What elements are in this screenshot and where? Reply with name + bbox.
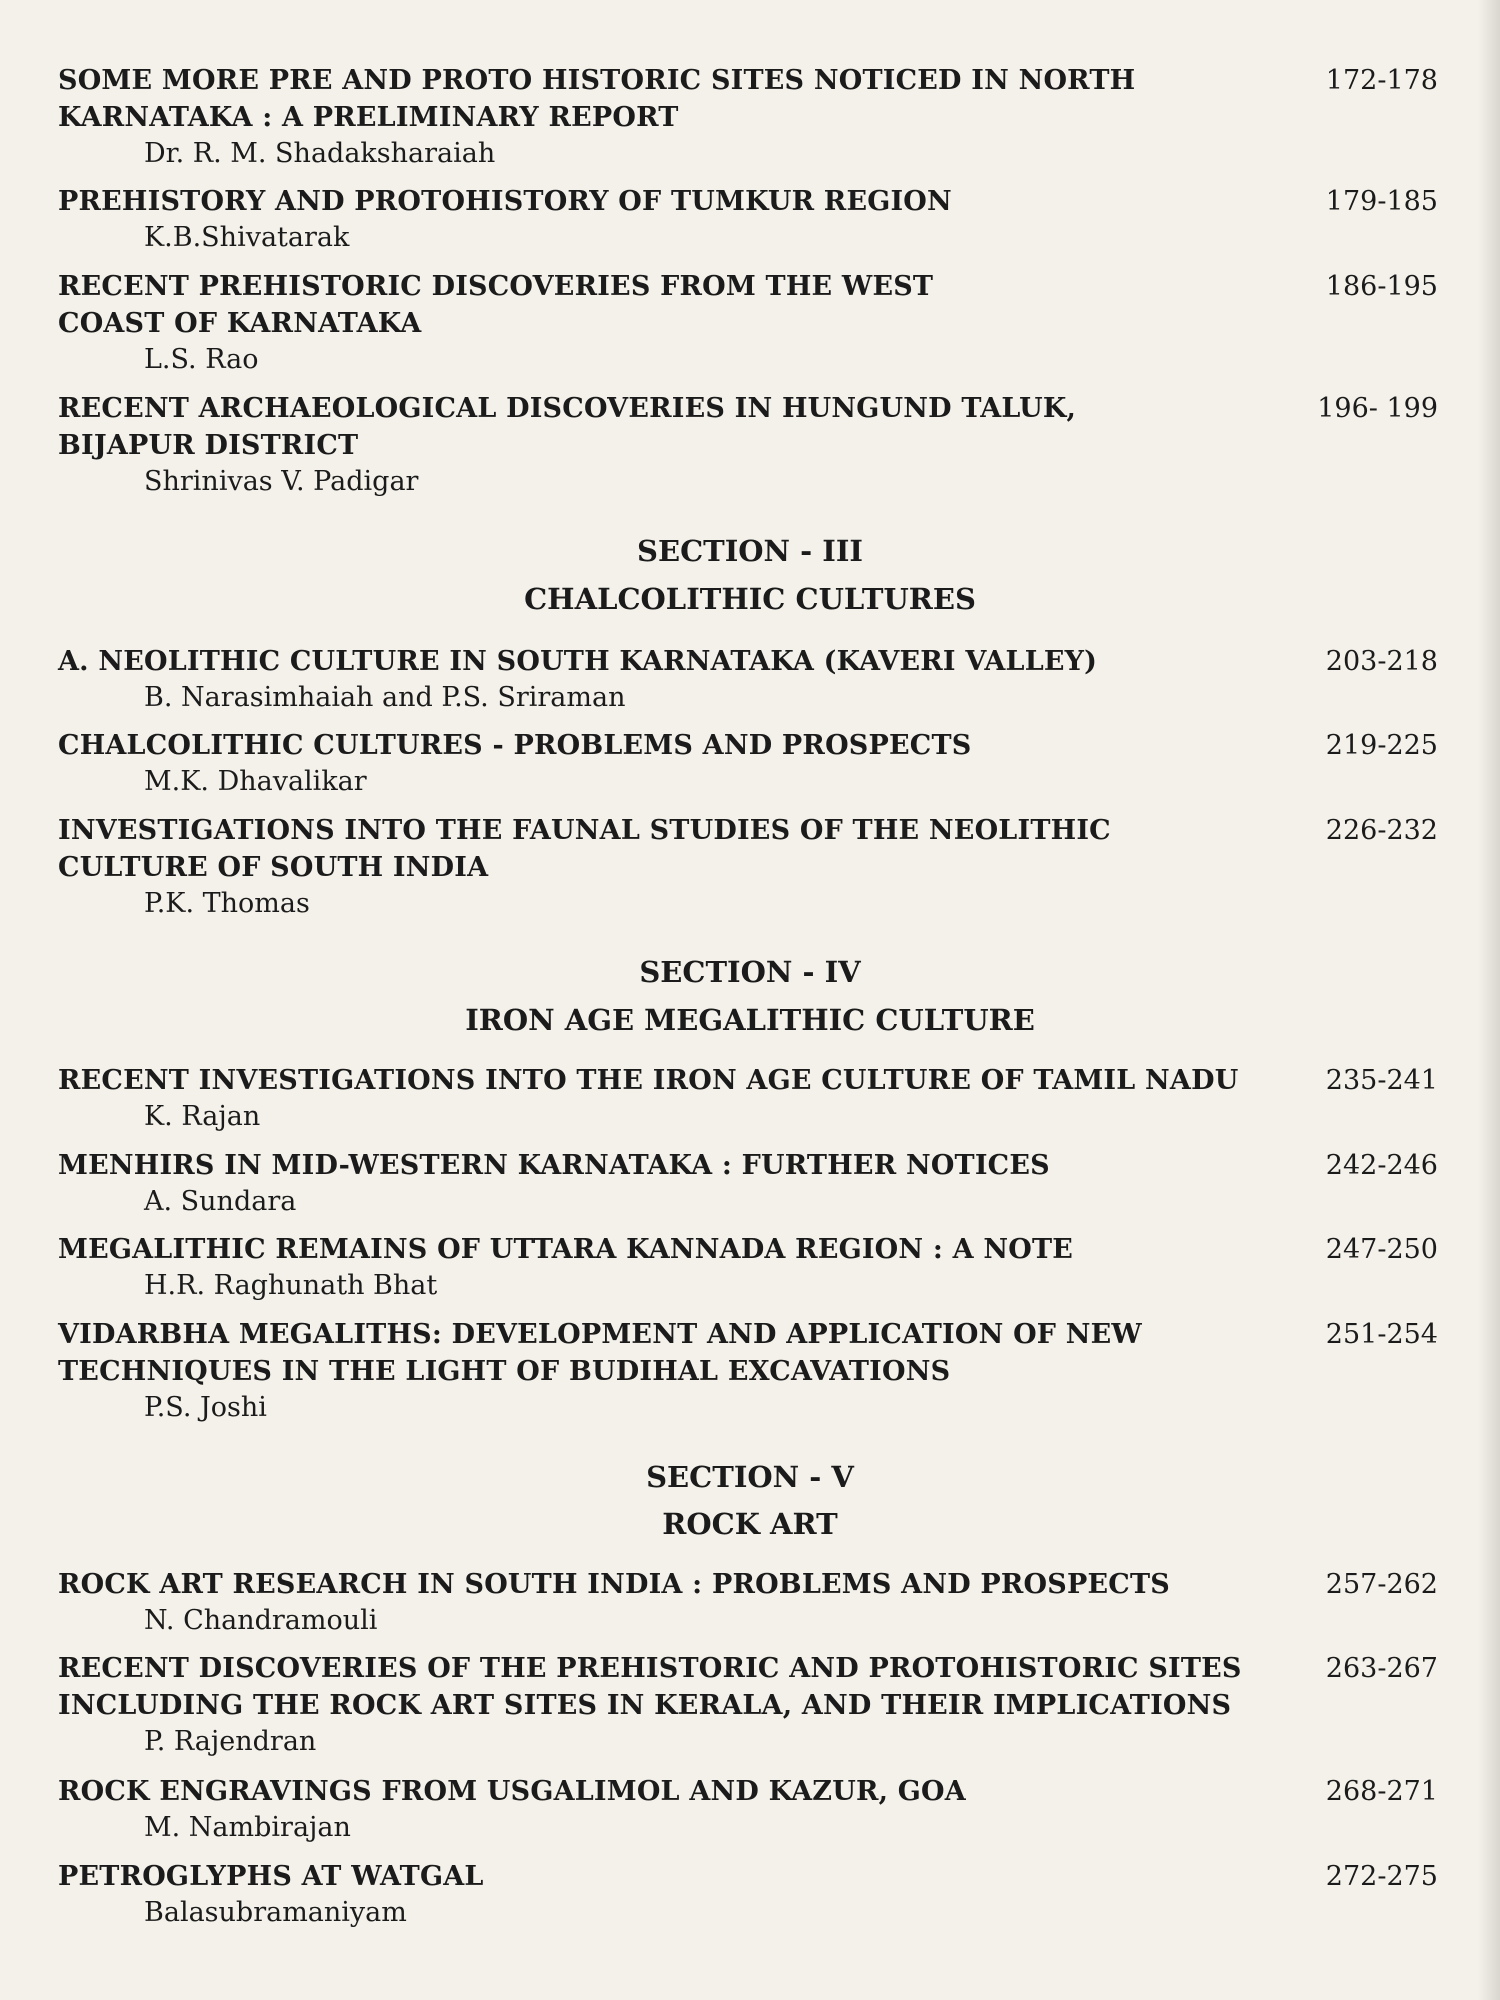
entry-pages: 272-275 (1325, 1861, 1438, 1892)
entry-author: Balasubramaniyam (144, 1897, 407, 1928)
entry-pages: 179-185 (1325, 186, 1438, 217)
entry-title: RECENT INVESTIGATIONS INTO THE IRON AGE CULTURE OF TAMIL NADU (58, 1065, 1239, 1096)
entry-pages: 226-232 (1325, 815, 1438, 846)
entry-pages: 203-218 (1325, 646, 1438, 677)
entry-pages: 196- 199 (1317, 393, 1438, 424)
toc-entry (58, 1062, 1438, 1135)
entry-author: H.R. Raghunath Bhat (144, 1270, 438, 1301)
entry-author: M.K. Dhavalikar (144, 766, 367, 797)
entry-author: N. Chandramouli (144, 1605, 378, 1636)
entry-pages: 219-225 (1325, 730, 1438, 761)
entry-title: MEGALITHIC REMAINS OF UTTARA KANNADA REGION : A NOTE (58, 1234, 1074, 1265)
section-title: IRON AGE MEGALITHIC CULTURE (465, 1003, 1035, 1037)
toc-entry (58, 62, 1438, 172)
entry-title: VIDARBHA MEGALITHS: DEVELOPMENT AND APPLICATION OF NEW TECHNIQUES IN THE LIGHT OF BUDIHAL EXCAVATIONS (58, 1319, 1142, 1387)
entry-pages: 242-246 (1325, 1150, 1438, 1181)
entry-pages: 251-254 (1325, 1319, 1438, 1350)
entry-pages: 186-195 (1325, 271, 1438, 302)
toc-entry (58, 1566, 1438, 1639)
entry-title: MENHIRS IN MID-WESTERN KARNATAKA : FURTHER NOTICES (58, 1150, 1050, 1181)
section-label: SECTION - III (637, 534, 863, 568)
entry-pages: 268-271 (1325, 1776, 1438, 1807)
entry-title: ROCK ENGRAVINGS FROM USGALIMOL AND KAZUR, GOA (58, 1776, 966, 1807)
toc-entry (58, 1650, 1438, 1760)
page-edge-shadow (1478, 0, 1500, 2000)
toc-entry (58, 727, 1438, 800)
entry-author: P. Rajendran (144, 1726, 317, 1757)
entry-title: INVESTIGATIONS INTO THE FAUNAL STUDIES OF THE NEOLITHIC CULTURE OF SOUTH INDIA (58, 815, 1111, 883)
toc-entry (58, 1858, 1438, 1931)
section-label: SECTION - V (646, 1460, 854, 1494)
toc-entry (58, 183, 1438, 256)
toc-entry (58, 390, 1438, 500)
entry-pages: 172-178 (1325, 65, 1438, 96)
entry-title: RECENT ARCHAEOLOGICAL DISCOVERIES IN HUNGUND TALUK, BIJAPUR DISTRICT (58, 393, 1077, 461)
toc-entry (58, 268, 1438, 378)
entry-title: SOME MORE PRE AND PROTO HISTORIC SITES NOTICED IN NORTH KARNATAKA : A PRELIMINARY REPORT (58, 65, 1136, 133)
toc-entry (58, 1231, 1438, 1304)
toc-entry (58, 1316, 1438, 1426)
entry-title: A. NEOLITHIC CULTURE IN SOUTH KARNATAKA (KAVERI VALLEY) (58, 646, 1098, 677)
entry-author: P.K. Thomas (144, 888, 310, 919)
toc-entry (58, 1147, 1438, 1220)
entry-author: K. Rajan (144, 1101, 261, 1132)
entry-author: Shrinivas V. Padigar (144, 466, 419, 497)
entry-author: A. Sundara (144, 1186, 297, 1217)
entry-pages: 263-267 (1325, 1653, 1438, 1684)
entry-author: K.B.Shivatarak (144, 222, 350, 253)
entry-title: RECENT PREHISTORIC DISCOVERIES FROM THE WEST COAST OF KARNATAKA (58, 271, 934, 339)
entry-author: P.S. Joshi (144, 1392, 267, 1423)
toc-entry (58, 1773, 1438, 1846)
entry-title: ROCK ART RESEARCH IN SOUTH INDIA : PROBLEMS AND PROSPECTS (58, 1569, 1170, 1600)
section-title: ROCK ART (662, 1507, 838, 1541)
entry-title: PETROGLYPHS AT WATGAL (58, 1861, 484, 1892)
section-label: SECTION - IV (639, 955, 861, 989)
entry-title: RECENT DISCOVERIES OF THE PREHISTORIC AND PROTOHISTORIC SITES INCLUDING THE ROCK ART SITES IN KERALA, AND THEIR IMPLICATIONS (58, 1653, 1242, 1721)
toc-entry (58, 812, 1438, 922)
entry-author: B. Narasimhaiah and P.S. Sriraman (144, 682, 626, 713)
entry-pages: 247-250 (1325, 1234, 1438, 1265)
entry-title: CHALCOLITHIC CULTURES - PROBLEMS AND PROSPECTS (58, 730, 972, 761)
toc-entry (58, 643, 1438, 716)
entry-author: M. Nambirajan (144, 1812, 351, 1843)
entry-pages: 235-241 (1325, 1065, 1438, 1096)
section-title: CHALCOLITHIC CULTURES (524, 582, 976, 616)
entry-author: Dr. R. M. Shadaksharaiah (144, 138, 496, 169)
entry-title: PREHISTORY AND PROTOHISTORY OF TUMKUR REGION (58, 186, 952, 217)
entry-author: L.S. Rao (144, 344, 259, 375)
entry-pages: 257-262 (1325, 1569, 1438, 1600)
